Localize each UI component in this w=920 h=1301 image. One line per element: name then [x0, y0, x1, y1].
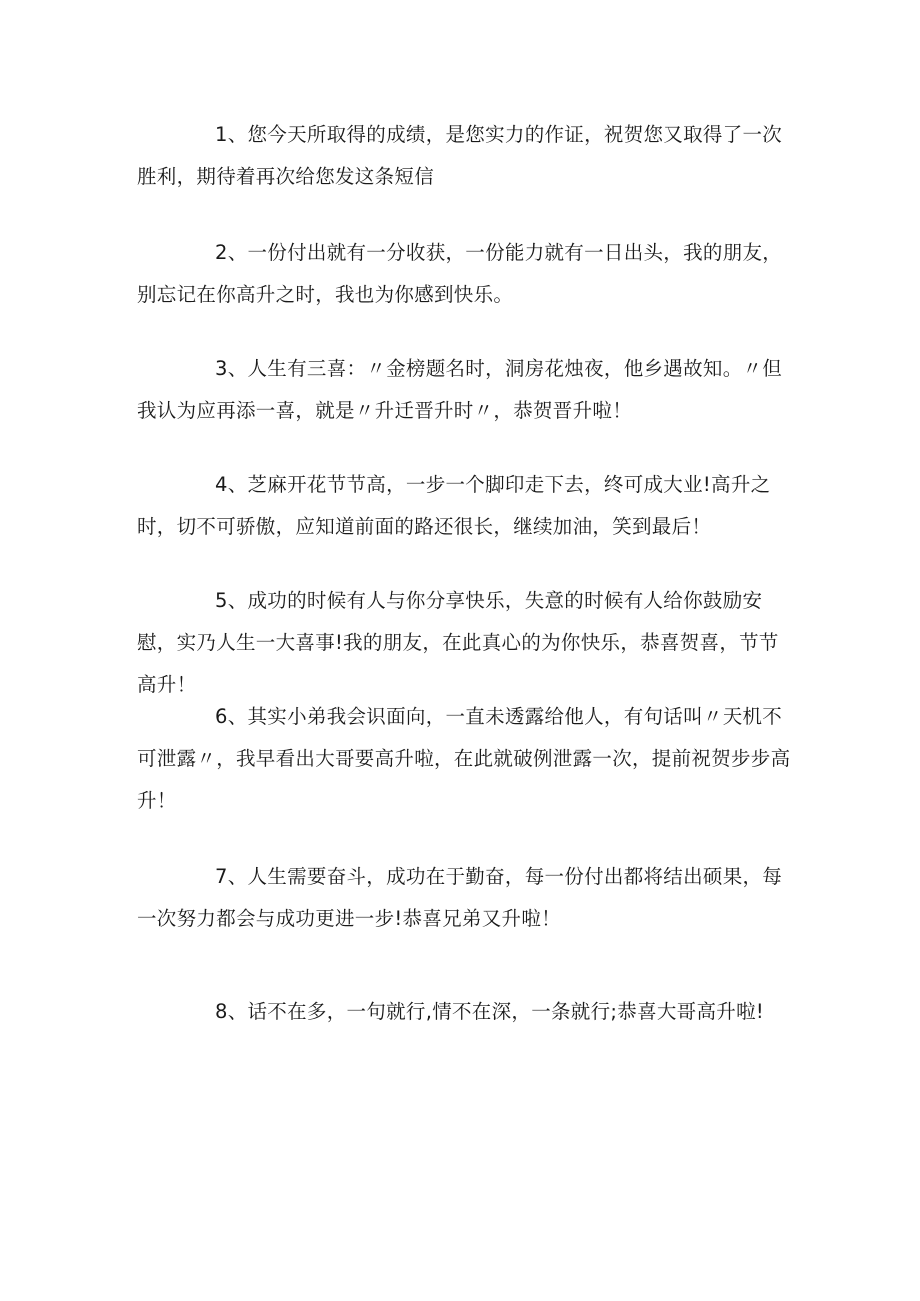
paragraph-8: 8、话不在多，一句就行,情不在深，一条就行;恭喜大哥高升啦! [215, 1000, 764, 1023]
paragraph-6: 6、其实小弟我会识面向，一直未透露给他人，有句话叫〃天机不可泄露〃，我早看出大哥要高升啦，在此就破例泄露一次，提前祝贺步步高升！ [137, 705, 791, 812]
paragraph-1: 1、您今天所取得的成绩，是您实力的作证，祝贺您又取得了一次胜利，期待着再次给您发这条短信 [137, 123, 783, 188]
paragraph-2: 2、一份付出就有一分收获，一份能力就有一日出头，我的朋友，别忘记在你高升之时，我也为你感到快乐。 [137, 241, 783, 306]
paragraph-7: 7、人生需要奋斗，成功在于勤奋，每一份付出都将结出硕果，每一次努力都会与成功更进一步!恭喜兄弟又升啦！ [137, 865, 783, 930]
paragraph-4: 4、芝麻开花节节高，一步一个脚印走下去，终可成大业!高升之时，切不可骄傲，应知道前面的路还很长，继续加油，笑到最后！ [137, 473, 771, 538]
paragraph-3: 3、人生有三喜：〃金榜题名时，洞房花烛夜，他乡遇故知。〃但我认为应再添一喜，就是〃升迁晋升时〃，恭贺晋升啦！ [137, 357, 783, 422]
paragraph-5: 5、成功的时候有人与你分享快乐，失意的时候有人给你鼓励安慰，实乃人生一大喜事!我的朋友，在此真心的为你快乐，恭喜贺喜，节节高升！ [137, 589, 779, 696]
